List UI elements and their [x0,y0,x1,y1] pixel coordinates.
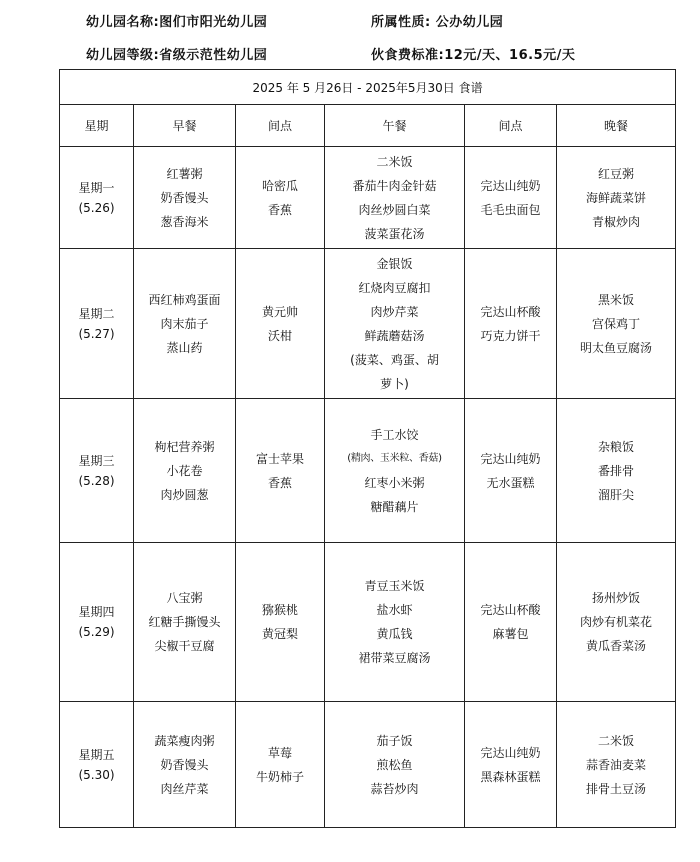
col-header-dinner: 晚餐 [557,105,676,147]
menu-item: 完达山纯奶 [480,178,541,193]
breakfast-cell [134,249,236,399]
name-value: 图们市阳光幼儿园 [159,15,268,30]
menu-item: 红枣小米粥 [364,475,425,490]
col-header-snack-pm: 间点 [465,105,557,147]
menu-item: 红烧肉豆腐扣 [358,280,431,295]
day-name: 星期二 [78,306,115,321]
day-name: 星期五 [78,747,115,762]
menu-item: 哈密瓜 [261,178,298,193]
menu-item: 黄瓜钱 [376,627,413,641]
menu-item: 完达山杯酸 [480,603,541,617]
date-range-title: 2025 年 5 月26日 - 2025年5月30日 食谱 [60,70,676,105]
date-range-row [60,70,676,105]
lunch-cell [325,702,465,828]
menu-item: 扬州炒饭 [592,591,641,605]
menu-item: 手工水饺 [370,427,419,442]
day-name: 星期三 [78,453,115,468]
menu-item: 二米饭 [598,733,635,748]
menu-item: 西红柿鸡蛋面 [148,292,221,307]
day-name: 星期四 [78,605,115,619]
dinner-cell [557,702,676,828]
day-cell [60,702,134,828]
table-row [60,249,676,399]
menu-item: 红薯粥 [166,166,203,181]
kindergarten-name [86,11,267,30]
lunch-cell [325,147,465,249]
table-row [60,543,676,702]
col-header-breakfast: 早餐 [134,105,236,147]
menu-item: 溜肝尖 [598,487,635,502]
menu-item: 黑米饭 [598,292,635,307]
snack-am-cell [236,249,325,399]
menu-item: 葱香海米 [160,214,209,229]
snack-am-cell [236,399,325,543]
menu-item: 肉末茄子 [160,316,209,331]
menu-item: 黑森林蛋糕 [480,769,541,784]
day-cell [60,147,134,249]
snack-pm-cell [465,147,557,249]
menu-item: 麻薯包 [492,627,529,641]
menu-item: 萝卜) [380,376,409,391]
menu-item: 小花卷 [166,463,203,478]
name-label: 幼儿园名称: [86,15,160,30]
menu-item: 蒜苔炒肉 [370,781,419,796]
menu-item: 肉炒有机菜花 [580,615,653,629]
level-value: 省级示范性幼儿园 [159,48,268,63]
level-label: 幼儿园等级: [86,48,160,63]
menu-item: 番茄牛肉金针菇 [352,178,437,193]
kindergarten-level [86,44,267,63]
menu-item: 蔬菜瘦肉粥 [154,733,215,748]
menu-item: 海鲜蔬菜饼 [586,190,647,205]
breakfast-cell [134,543,236,702]
breakfast-cell [134,147,236,249]
menu-item: 奶香馒头 [160,190,209,205]
menu-item: 青豆玉米饭 [364,579,425,593]
menu-item: 无水蛋糕 [486,475,535,490]
menu-item: 尖椒干豆腐 [154,639,215,653]
menu-item: 完达山杯酸 [480,304,541,319]
menu-item: 蒜香油麦菜 [586,757,647,772]
menu-item: 奶香馒头 [160,757,209,772]
menu-item: 毛毛虫面包 [480,202,541,217]
header-row [60,105,676,147]
snack-am-cell [236,147,325,249]
day-cell [60,249,134,399]
snack-pm-cell [465,399,557,543]
breakfast-cell [134,702,236,828]
lunch-cell [325,249,465,399]
menu-item: 杂粮饭 [598,439,635,454]
menu-item: 蒸山药 [166,340,203,355]
dinner-cell [557,399,676,543]
menu-item: 番排骨 [598,463,635,478]
fee-label: 伙食费标准: [371,48,445,63]
nature-value: 公办幼儿园 [435,15,504,30]
table-row [60,399,676,543]
menu-item: 鲜蔬蘑菇汤 [364,328,425,343]
menu-item: 红豆粥 [598,166,635,181]
menu-item: 宫保鸡丁 [592,316,641,331]
nature-label: 所属性质: [371,15,431,30]
menu-item: 黄元帅 [261,304,298,319]
menu-item: 肉丝炒圆白菜 [358,202,431,217]
menu-item: 茄子饭 [376,733,413,748]
menu-item: 二米饭 [376,154,413,169]
meal-fee [371,44,575,63]
menu-item: 肉炒芹菜 [370,304,419,319]
menu-item: 完达山纯奶 [480,451,541,466]
dinner-cell [557,147,676,249]
menu-item: 黄瓜香菜汤 [586,639,647,653]
menu-item: 裙带菜豆腐汤 [358,651,431,665]
day-cell [60,543,134,702]
day-date: (5.26) [78,200,115,215]
menu-item: 香蕉 [267,202,292,217]
menu-item: 黄冠梨 [261,627,298,641]
menu-item: 明太鱼豆腐汤 [580,340,653,355]
menu-item: 盐水虾 [376,603,413,617]
menu-item: 八宝粥 [166,591,203,605]
menu-item: 青椒炒肉 [592,214,641,229]
kindergarten-nature [371,11,503,30]
menu-item: 富士苹果 [255,451,304,466]
dinner-cell [557,249,676,399]
menu-item: 菠菜蛋花汤 [364,226,425,241]
snack-pm-cell [465,249,557,399]
menu-item: 沃柑 [267,328,292,343]
menu-item: 红糖手撕馒头 [148,615,221,629]
menu-item: 猕猴桃 [261,603,298,617]
table-row [60,702,676,828]
day-name: 星期一 [78,180,115,195]
dinner-cell [557,543,676,702]
menu-item: 金银饭 [376,256,413,271]
table-row [60,147,676,249]
menu-item: 枸杞营养粥 [154,439,215,454]
day-date: (5.29) [78,625,115,639]
col-header-lunch: 午餐 [325,105,465,147]
col-header-snack-am: 间点 [236,105,325,147]
menu-item: 糖醋藕片 [370,499,419,514]
menu-item: 巧克力饼干 [480,328,541,343]
menu-item: 排骨土豆汤 [586,781,647,796]
menu-item: 香蕉 [267,475,292,490]
menu-item: 肉炒圆葱 [160,487,209,502]
menu-item: (精肉、玉米粒、香菇) [347,452,442,464]
weekly-menu-table [59,69,676,828]
snack-pm-cell [465,702,557,828]
breakfast-cell [134,399,236,543]
day-date: (5.30) [78,767,115,782]
menu-item: 完达山纯奶 [480,745,541,760]
snack-am-cell [236,543,325,702]
menu-item: 牛奶柿子 [255,769,304,784]
day-cell [60,399,134,543]
snack-pm-cell [465,543,557,702]
lunch-cell [325,399,465,543]
day-date: (5.28) [78,473,115,488]
col-header-day: 星期 [60,105,134,147]
snack-am-cell [236,702,325,828]
menu-item: 肉丝芹菜 [160,781,209,796]
menu-item: 草莓 [267,745,292,760]
lunch-cell [325,543,465,702]
fee-value: 12元/天、16.5元/天 [444,48,576,63]
menu-item: 煎松鱼 [376,757,413,772]
menu-item: (菠菜、鸡蛋、胡 [350,352,439,367]
day-date: (5.27) [78,326,115,341]
